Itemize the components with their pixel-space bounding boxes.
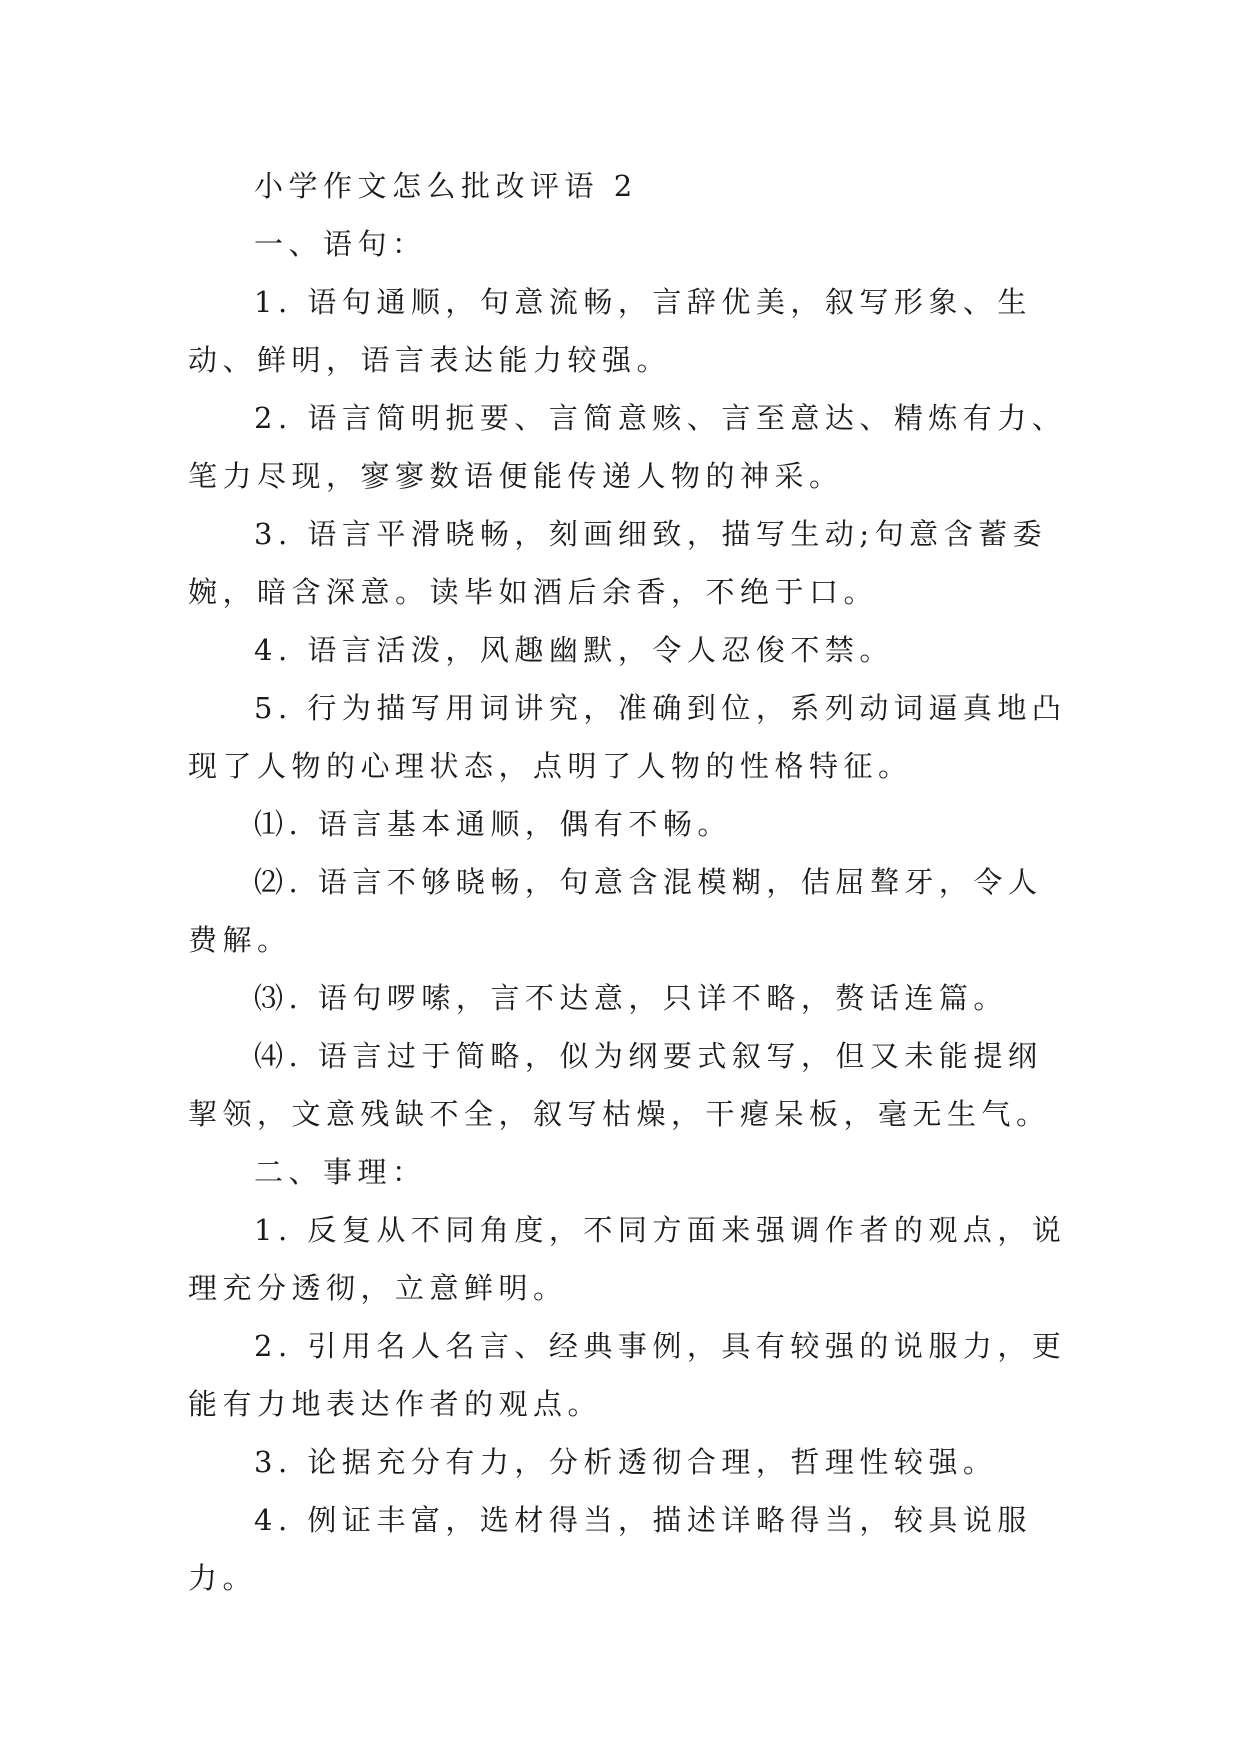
paragraph: 4. 语言活泼，风趣幽默，令人忍俊不禁。 — [254, 633, 894, 667]
section-heading-reasoning: 二、事理： — [254, 1155, 427, 1189]
paragraph: 5. 行为描写用词讲究，准确到位，系列动词逼真地凸现了人物的心理状态，点明了人物的性格特征。 — [188, 691, 1067, 783]
paragraph: ⑴. 语言基本通顺，偶有不畅。 — [254, 807, 732, 841]
paragraph: ⑶. 语句啰嗦，言不达意，只详不略，赘话连篇。 — [254, 981, 1008, 1015]
paragraph: 1. 语句通顺，句意流畅，言辞优美，叙写形象、生动、鲜明，语言表达能力较强。 — [188, 285, 1032, 377]
paragraph: 1. 反复从不同角度，不同方面来强调作者的观点，说理充分透彻，立意鲜明。 — [188, 1213, 1067, 1305]
document-title: 小学作文怎么批改评语 2 — [254, 169, 638, 203]
paragraph: 2. 语言简明扼要、言简意赅、言至意达、精炼有力、笔力尽现，寥寥数语便能传递人物的神采。 — [188, 401, 1067, 493]
paragraph: ⑵. 语言不够晓畅，句意含混模糊，佶屈聱牙，令人费解。 — [188, 865, 1043, 957]
document-body — [188, 157, 1068, 1607]
paragraph: ⑷. 语言过于简略，似为纲要式叙写，但又未能提纲挈领，文意残缺不全，叙写枯燥，干瘪呆板，毫无生气。 — [188, 1039, 1051, 1131]
paragraph: 3. 论据充分有力，分析透彻合理，哲理性较强。 — [254, 1445, 998, 1479]
paragraph: 4. 例证丰富，选材得当，描述详略得当，较具说服力。 — [188, 1503, 1032, 1595]
paragraph: 2. 引用名人名言、经典事例，具有较强的说服力，更能有力地表达作者的观点。 — [188, 1329, 1067, 1421]
section-heading-sentences: 一、语句： — [254, 227, 427, 261]
paragraph: 3. 语言平滑晓畅，刻画细致，描写生动;句意含蓄委婉，暗含深意。读毕如酒后余香，不绝于口。 — [188, 517, 1048, 609]
